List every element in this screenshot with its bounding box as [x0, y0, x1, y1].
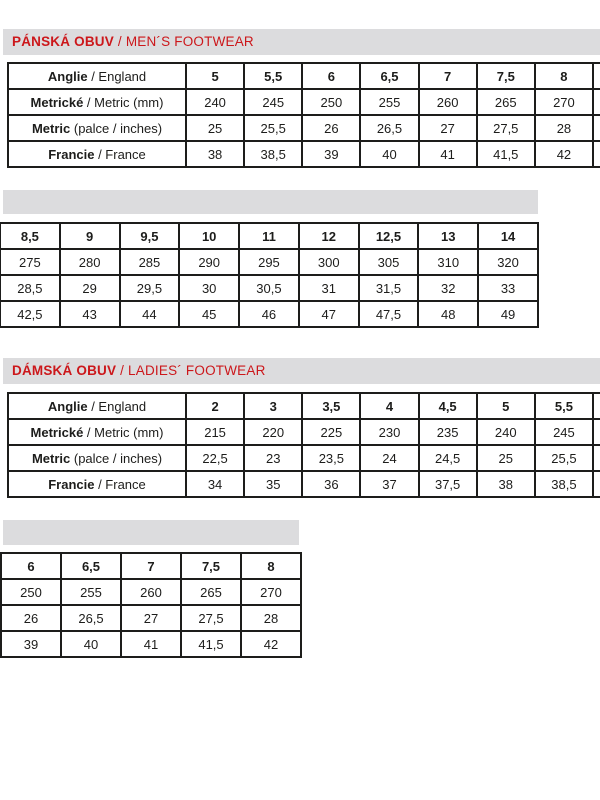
size-value-cell: 260: [419, 89, 477, 115]
size-value-cell: 38,5: [535, 471, 593, 497]
row-label: Anglie / England: [8, 63, 186, 89]
size-value-cell: 34: [186, 471, 244, 497]
row-label: Metrické / Metric (mm): [8, 89, 186, 115]
size-header-cell: 8: [535, 63, 593, 89]
table-row: [8, 141, 600, 167]
size-value-cell: 280: [60, 249, 120, 275]
size-value-cell: 27,5: [477, 115, 535, 141]
size-value-cell: 265: [181, 579, 241, 605]
size-header-cell: 4: [360, 393, 418, 419]
table-row: [0, 249, 538, 275]
mens-heading-title: PÁNSKÁ OBUV: [12, 34, 114, 49]
size-value-cell: 27: [121, 605, 181, 631]
cut-off-cell: [593, 89, 600, 115]
size-value-cell: 38: [186, 141, 244, 167]
size-value-cell: 42: [241, 631, 301, 657]
size-header-cell: 6,5: [360, 63, 418, 89]
table-row: [8, 63, 600, 89]
size-header-cell: 12: [299, 223, 359, 249]
size-value-cell: 30,5: [239, 275, 299, 301]
size-value-cell: 41,5: [181, 631, 241, 657]
table-row: [1, 579, 301, 605]
size-value-cell: 48: [418, 301, 478, 327]
size-value-cell: 38: [477, 471, 535, 497]
size-value-cell: 290: [179, 249, 239, 275]
cut-off-cell: [593, 393, 600, 419]
size-value-cell: 41,5: [477, 141, 535, 167]
size-value-cell: 245: [535, 419, 593, 445]
size-value-cell: 41: [121, 631, 181, 657]
size-value-cell: 25: [477, 445, 535, 471]
mens-section-heading-bar: [3, 29, 600, 55]
row-label: Francie / France: [8, 141, 186, 167]
size-value-cell: 230: [360, 419, 418, 445]
size-value-cell: 47: [299, 301, 359, 327]
size-value-cell: 23: [244, 445, 302, 471]
table-row: [1, 605, 301, 631]
table-row: [8, 419, 600, 445]
table-row: [0, 275, 538, 301]
ladies-heading-subtitle: / LADIES´ FOOTWEAR: [116, 363, 266, 378]
size-value-cell: 43: [60, 301, 120, 327]
size-value-cell: 38,5: [244, 141, 302, 167]
table-row: [0, 223, 538, 249]
size-value-cell: 305: [359, 249, 419, 275]
size-value-cell: 29: [60, 275, 120, 301]
mens-size-table-part2: [0, 222, 539, 328]
size-header-cell: 5: [186, 63, 244, 89]
cut-off-cell: [593, 115, 600, 141]
cut-off-cell: [593, 419, 600, 445]
size-header-cell: 13: [418, 223, 478, 249]
size-value-cell: 275: [0, 249, 60, 275]
ladies-size-table-part2: [0, 552, 302, 658]
table-row: [8, 115, 600, 141]
size-value-cell: 36: [302, 471, 360, 497]
size-value-cell: 32: [418, 275, 478, 301]
size-value-cell: 225: [302, 419, 360, 445]
size-value-cell: 25,5: [244, 115, 302, 141]
size-value-cell: 47,5: [359, 301, 419, 327]
cut-off-cell: [593, 141, 600, 167]
size-value-cell: 31: [299, 275, 359, 301]
size-header-cell: 5,5: [244, 63, 302, 89]
cut-off-cell: [593, 471, 600, 497]
size-value-cell: 285: [120, 249, 180, 275]
size-value-cell: 265: [477, 89, 535, 115]
size-value-cell: 295: [239, 249, 299, 275]
table-row: [8, 89, 600, 115]
size-value-cell: 300: [299, 249, 359, 275]
size-value-cell: 270: [535, 89, 593, 115]
size-value-cell: 24: [360, 445, 418, 471]
size-value-cell: 26,5: [360, 115, 418, 141]
size-value-cell: 30: [179, 275, 239, 301]
cut-off-cell: [593, 445, 600, 471]
row-label: Metrické / Metric (mm): [8, 419, 186, 445]
size-value-cell: 28,5: [0, 275, 60, 301]
ladies-section-heading-bar: [3, 358, 600, 384]
size-value-cell: 42: [535, 141, 593, 167]
size-header-cell: 10: [179, 223, 239, 249]
table-row: [0, 301, 538, 327]
size-header-cell: 2: [186, 393, 244, 419]
size-value-cell: 28: [241, 605, 301, 631]
size-header-cell: 6,5: [61, 553, 121, 579]
size-value-cell: 42,5: [0, 301, 60, 327]
size-header-cell: 8,5: [0, 223, 60, 249]
size-value-cell: 250: [302, 89, 360, 115]
row-label: Metric (palce / inches): [8, 445, 186, 471]
table-row: [8, 445, 600, 471]
table-row: [1, 631, 301, 657]
size-value-cell: 25,5: [535, 445, 593, 471]
size-header-cell: 6: [1, 553, 61, 579]
size-header-cell: 3: [244, 393, 302, 419]
size-header-cell: 14: [478, 223, 538, 249]
size-value-cell: 245: [244, 89, 302, 115]
size-value-cell: 220: [244, 419, 302, 445]
table-row: [8, 393, 600, 419]
size-value-cell: 22,5: [186, 445, 244, 471]
size-value-cell: 23,5: [302, 445, 360, 471]
size-header-cell: 12,5: [359, 223, 419, 249]
size-value-cell: 45: [179, 301, 239, 327]
mens-size-table-part1: [7, 62, 600, 168]
size-value-cell: 270: [241, 579, 301, 605]
size-value-cell: 320: [478, 249, 538, 275]
size-value-cell: 29,5: [120, 275, 180, 301]
size-header-cell: 3,5: [302, 393, 360, 419]
size-value-cell: 41: [419, 141, 477, 167]
size-value-cell: 255: [360, 89, 418, 115]
size-header-cell: 6: [302, 63, 360, 89]
size-value-cell: 35: [244, 471, 302, 497]
size-value-cell: 255: [61, 579, 121, 605]
cut-off-cell: [593, 63, 600, 89]
size-value-cell: 24,5: [419, 445, 477, 471]
size-header-cell: 7: [419, 63, 477, 89]
size-header-cell: 11: [239, 223, 299, 249]
row-label: Francie / France: [8, 471, 186, 497]
size-value-cell: 240: [186, 89, 244, 115]
size-value-cell: 310: [418, 249, 478, 275]
size-header-cell: 9: [60, 223, 120, 249]
size-value-cell: 240: [477, 419, 535, 445]
size-value-cell: 40: [360, 141, 418, 167]
size-value-cell: 26: [302, 115, 360, 141]
size-header-cell: 5,5: [535, 393, 593, 419]
size-value-cell: 215: [186, 419, 244, 445]
table-row: [1, 553, 301, 579]
size-header-cell: 4,5: [419, 393, 477, 419]
size-header-cell: 7: [121, 553, 181, 579]
size-value-cell: 27,5: [181, 605, 241, 631]
size-value-cell: 39: [302, 141, 360, 167]
size-value-cell: 40: [61, 631, 121, 657]
size-value-cell: 28: [535, 115, 593, 141]
size-value-cell: 250: [1, 579, 61, 605]
size-value-cell: 31,5: [359, 275, 419, 301]
size-value-cell: 235: [419, 419, 477, 445]
size-header-cell: 5: [477, 393, 535, 419]
size-value-cell: 25: [186, 115, 244, 141]
row-label: Metric (palce / inches): [8, 115, 186, 141]
size-value-cell: 37,5: [419, 471, 477, 497]
ladies-continuation-bar: [3, 520, 299, 545]
size-header-cell: 9,5: [120, 223, 180, 249]
size-header-cell: 7,5: [181, 553, 241, 579]
size-value-cell: 44: [120, 301, 180, 327]
size-header-cell: 8: [241, 553, 301, 579]
size-value-cell: 27: [419, 115, 477, 141]
size-header-cell: 7,5: [477, 63, 535, 89]
mens-continuation-bar: [3, 190, 538, 214]
size-value-cell: 39: [1, 631, 61, 657]
size-value-cell: 260: [121, 579, 181, 605]
size-value-cell: 49: [478, 301, 538, 327]
mens-heading-subtitle: / MEN´S FOOTWEAR: [113, 34, 254, 49]
size-value-cell: 26,5: [61, 605, 121, 631]
size-value-cell: 37: [360, 471, 418, 497]
size-value-cell: 46: [239, 301, 299, 327]
size-value-cell: 33: [478, 275, 538, 301]
table-row: [8, 471, 600, 497]
size-value-cell: 26: [1, 605, 61, 631]
ladies-heading-title: DÁMSKÁ OBUV: [12, 363, 117, 378]
row-label: Anglie / England: [8, 393, 186, 419]
ladies-size-table-part1: [7, 392, 600, 498]
